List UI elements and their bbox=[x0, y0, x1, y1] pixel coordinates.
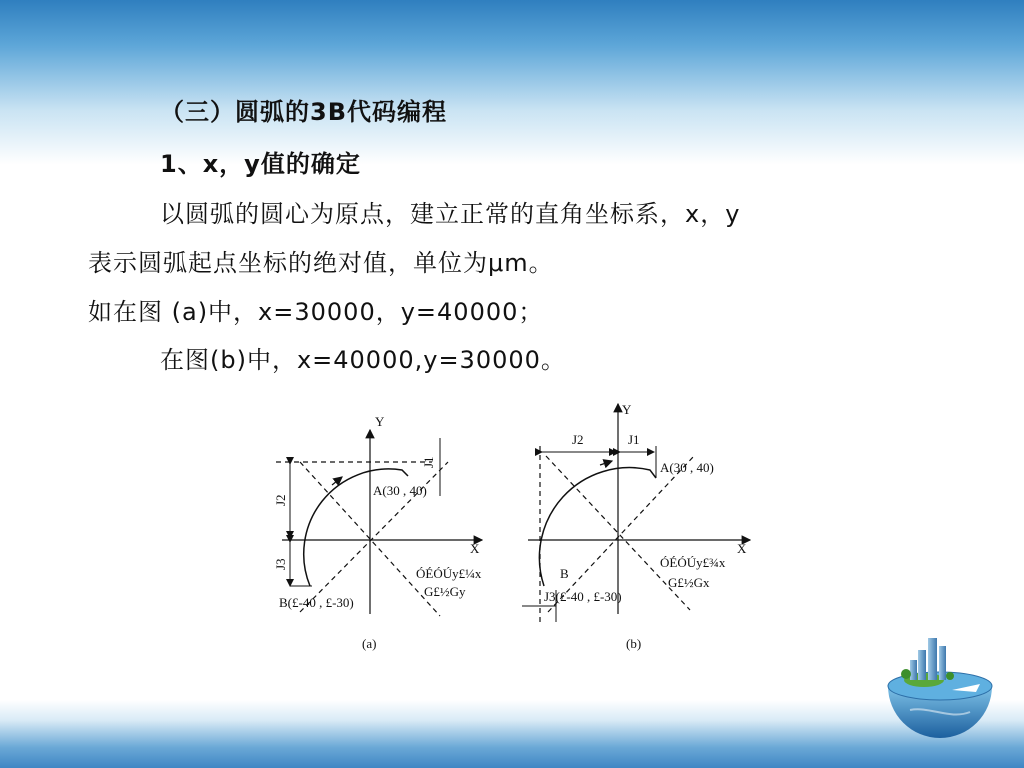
figure-b-j2-label: J2 bbox=[572, 432, 584, 447]
figure-b-y-label: Y bbox=[622, 402, 632, 417]
figure-a-j2-label: J2 bbox=[273, 494, 288, 506]
figure-b-garbled-2: G£½Gx bbox=[668, 575, 710, 590]
paragraph-3: 在图(b)中，x=40000,y=30000。 bbox=[160, 346, 566, 374]
figure-a-j3-label: J3 bbox=[273, 558, 288, 570]
city-globe-icon bbox=[880, 628, 1000, 758]
section-heading: （三）圆弧的3B代码编程 bbox=[160, 98, 447, 126]
figure-b-j1-label: J1 bbox=[628, 432, 640, 447]
figure-a-x-label: X bbox=[470, 541, 480, 556]
paragraph-1-line-1: 以圆弧的圆心为原点，建立正常的直角坐标系，x，y bbox=[160, 200, 741, 228]
figure-a-garbled-2: G£½Gy bbox=[424, 584, 466, 599]
figure-a-garbled-1: ÓÉÓÚy£¼x bbox=[416, 566, 482, 581]
figure-b-j3-label: J3(£-40 , £-30) bbox=[544, 589, 622, 604]
figure-a-y-label: Y bbox=[375, 414, 385, 429]
figure-b-point-a: A(30 , 40) bbox=[660, 460, 714, 475]
figure-b-direction-arrow bbox=[600, 461, 612, 465]
subheading: 1、x，y值的确定 bbox=[160, 150, 361, 178]
paragraph-1-line-2: 表示圆弧起点坐标的绝对值，单位为μm。 bbox=[88, 249, 554, 277]
figure-b-x-label: X bbox=[737, 541, 747, 556]
figure-b-garbled-1: ÓÉÓÚy£¾x bbox=[660, 555, 726, 570]
figure-a-j1-label: J1 bbox=[421, 456, 436, 468]
arc-3b-code-figure bbox=[258, 398, 768, 660]
figure-a-point-a: A(30 , 40) bbox=[373, 483, 427, 498]
figure-b-point-b: B bbox=[560, 566, 569, 581]
figure-a-point-b: B(£-40 , £-30) bbox=[279, 595, 354, 610]
figure-b-arc bbox=[539, 468, 656, 586]
figure-a-caption: (a) bbox=[362, 636, 377, 651]
bottom-wave-band bbox=[0, 700, 1024, 768]
paragraph-2: 如在图 (a)中，x=30000，y=40000； bbox=[88, 298, 544, 326]
figure-b-caption: (b) bbox=[626, 636, 642, 651]
